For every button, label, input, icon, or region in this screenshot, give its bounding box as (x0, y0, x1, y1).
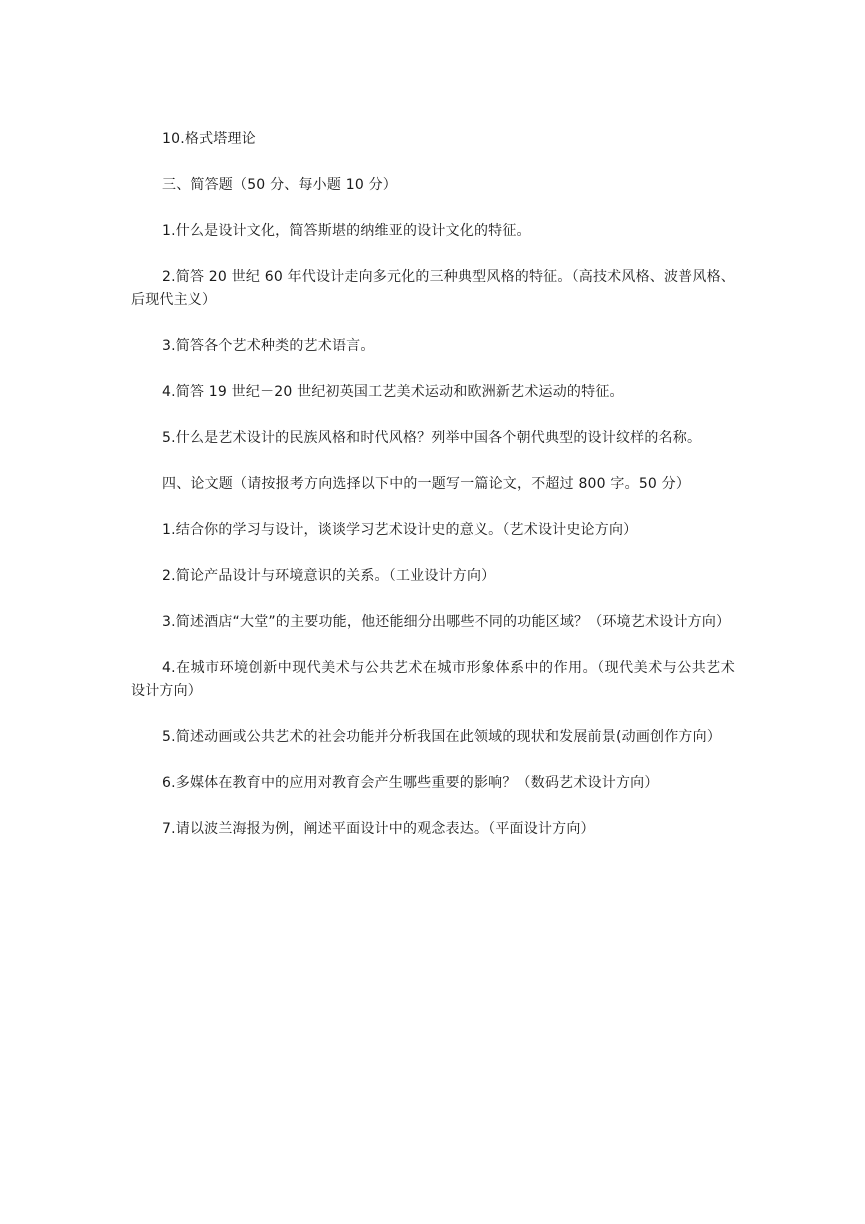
essay-question-2: 2.简论产品设计与环境意识的关系。（工业设计方向） (162, 568, 496, 584)
short-answer-question-1: 1.什么是设计文化，简答斯堪的纳维亚的设计文化的特征。 (162, 223, 531, 239)
essay-question-7: 7.请以波兰海报为例，阐述平面设计中的观念表达。（平面设计方向） (162, 821, 595, 837)
essay-question-6: 6.多媒体在教育中的应用对教育会产生哪些重要的影响？（数码艺术设计方向） (162, 775, 659, 791)
essay-question-5: 5.简述动画或公共艺术的社会功能并分析我国在此领域的现状和发展前景(动画创作方向） (162, 729, 722, 745)
short-answer-question-5: 5.什么是艺术设计的民族风格和时代风格？列举中国各个朝代典型的设计纹样的名称。 (162, 430, 702, 446)
term-item-10: 10.格式塔理论 (162, 131, 256, 147)
section-heading-short-answer: 三、简答题（50 分、每小题 10 分） (162, 177, 397, 193)
essay-question-1: 1.结合你的学习与设计，谈谈学习艺术设计史的意义。（艺术设计史论方向） (162, 522, 638, 538)
essay-question-4: 4.在城市环境创新中现代美术与公共艺术在城市形象体系中的作用。（现代美术与公共艺术设计方向） (131, 660, 735, 699)
short-answer-question-2: 2.简答 20 世纪 60 年代设计走向多元化的三种典型风格的特征。（高技术风格、波普风格、后现代主义） (131, 269, 735, 308)
document-body (131, 128, 735, 864)
essay-question-3: 3.简述酒店“大堂”的主要功能，他还能细分出哪些不同的功能区域？（环境艺术设计方向） (162, 614, 731, 630)
section-heading-essay: 四、论文题（请按报考方向选择以下中的一题写一篇论文，不超过 800 字。50 分） (162, 476, 691, 492)
short-answer-question-4: 4.简答 19 世纪－20 世纪初英国工艺美术运动和欧洲新艺术运动的特征。 (162, 384, 624, 400)
short-answer-question-3: 3.简答各个艺术种类的艺术语言。 (162, 338, 375, 354)
